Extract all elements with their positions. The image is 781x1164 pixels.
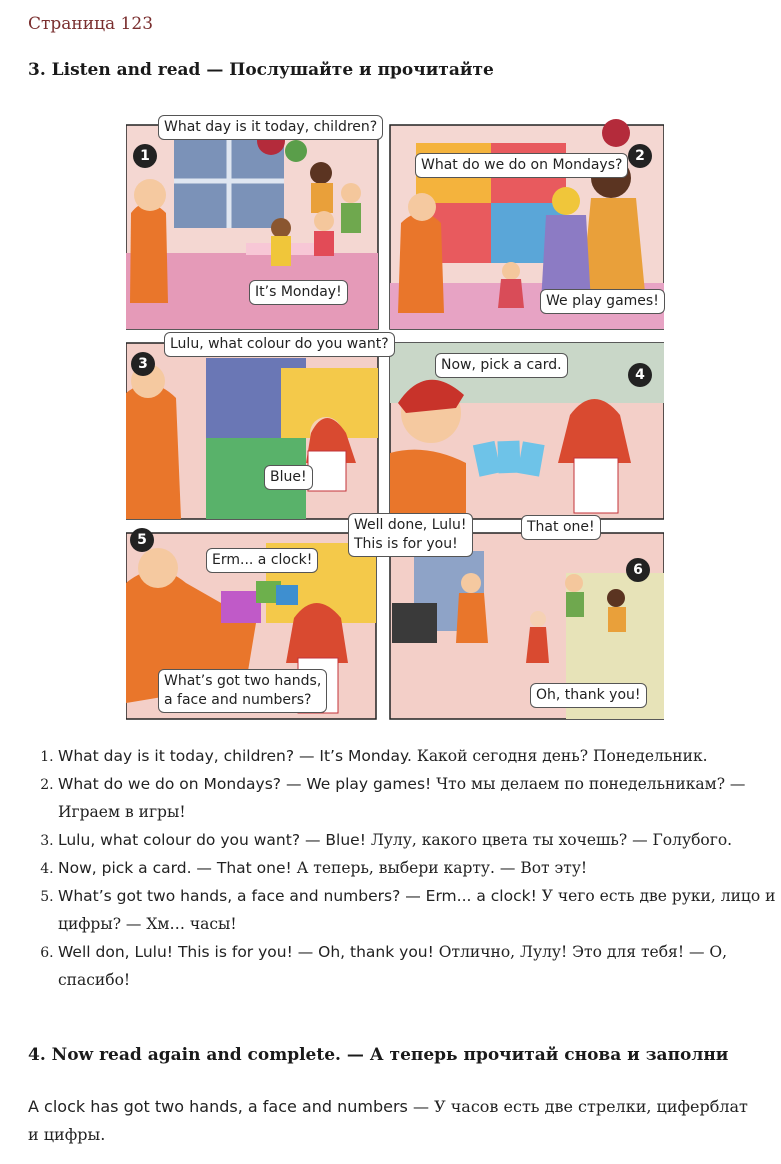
speech-bubble: Oh, thank you!	[530, 683, 647, 708]
speech-bubble: What do we do on Mondays?	[415, 153, 628, 178]
translation-item	[58, 770, 781, 826]
exercise-3-heading: 3. Listen and read — Послушайте и прочитайте	[28, 60, 494, 80]
speech-bubble-line: Well done, Lulu!	[354, 517, 467, 533]
speech-bubble: Erm... a clock!	[206, 548, 318, 573]
english-line: Well don, Lulu! This is for you! — Oh, thank you!	[58, 943, 434, 961]
translation-item	[58, 826, 781, 854]
speech-bubble-line: This is for you!	[354, 536, 458, 552]
exercise-4-heading: 4. Now read again and complete. — А теперь прочитай снова и заполни	[28, 1045, 729, 1065]
speech-bubble: What day is it today, children?	[158, 115, 383, 140]
speech-bubble	[348, 513, 473, 557]
english-line: What day is it today, children? — It’s Monday.	[58, 747, 412, 765]
speech-bubble: We play games!	[540, 289, 665, 314]
comic-illustration	[126, 103, 664, 723]
translation-item	[58, 882, 781, 938]
speech-bubble: That one!	[521, 515, 601, 540]
english-line: Lulu, what colour do you want? — Blue!	[58, 831, 366, 849]
translation-list	[28, 742, 781, 994]
russian-line: Что мы делаем по понедельникам? — Играем в игры!	[58, 775, 746, 821]
russian-line: Какой сегодня день? Понедельник.	[411, 747, 708, 765]
panel-3-art	[126, 343, 378, 519]
speech-bubble-line: What’s got two hands,	[164, 673, 322, 689]
answer-english: A clock has got two hands, a face and numbers	[28, 1097, 408, 1116]
russian-line: У чего есть две руки, лицо и цифры? — Хм… часы!	[58, 887, 776, 933]
panel-1-number: 1	[133, 144, 157, 168]
speech-bubble-line: a face and numbers?	[164, 692, 312, 708]
panel-4-number: 4	[628, 363, 652, 387]
speech-bubble	[158, 669, 327, 713]
panel-6-number: 6	[626, 558, 650, 582]
english-line: Now, pick a card. — That one!	[58, 859, 292, 877]
russian-line: А теперь, выбери карту. — Вот эту!	[291, 859, 588, 877]
exercise-4-answer	[28, 1093, 758, 1149]
panel-5-number: 5	[130, 528, 154, 552]
answer-russian: — У часов есть две стрелки, циферблат и цифры.	[28, 1097, 748, 1144]
english-line: What’s got two hands, a face and numbers? — Erm... a clock!	[58, 887, 537, 905]
russian-line: Лулу, какого цвета ты хочешь? — Голубого.	[365, 831, 733, 849]
russian-line: Отлично, Лулу! Это для тебя! — О, спасибо!	[58, 943, 728, 989]
panel-3-number: 3	[131, 352, 155, 376]
speech-bubble: Lulu, what colour do you want?	[164, 332, 395, 357]
translation-item	[58, 742, 781, 770]
english-line: What do we do on Mondays? — We play games!	[58, 775, 432, 793]
page-number-label: Страница 123	[28, 14, 154, 34]
translation-item	[58, 938, 781, 994]
panel-2-number: 2	[628, 144, 652, 168]
speech-bubble: It’s Monday!	[249, 280, 348, 305]
comic-strip	[126, 103, 664, 723]
speech-bubble: Now, pick a card.	[435, 353, 568, 378]
speech-bubble: Blue!	[264, 465, 313, 490]
translation-item	[58, 854, 781, 882]
